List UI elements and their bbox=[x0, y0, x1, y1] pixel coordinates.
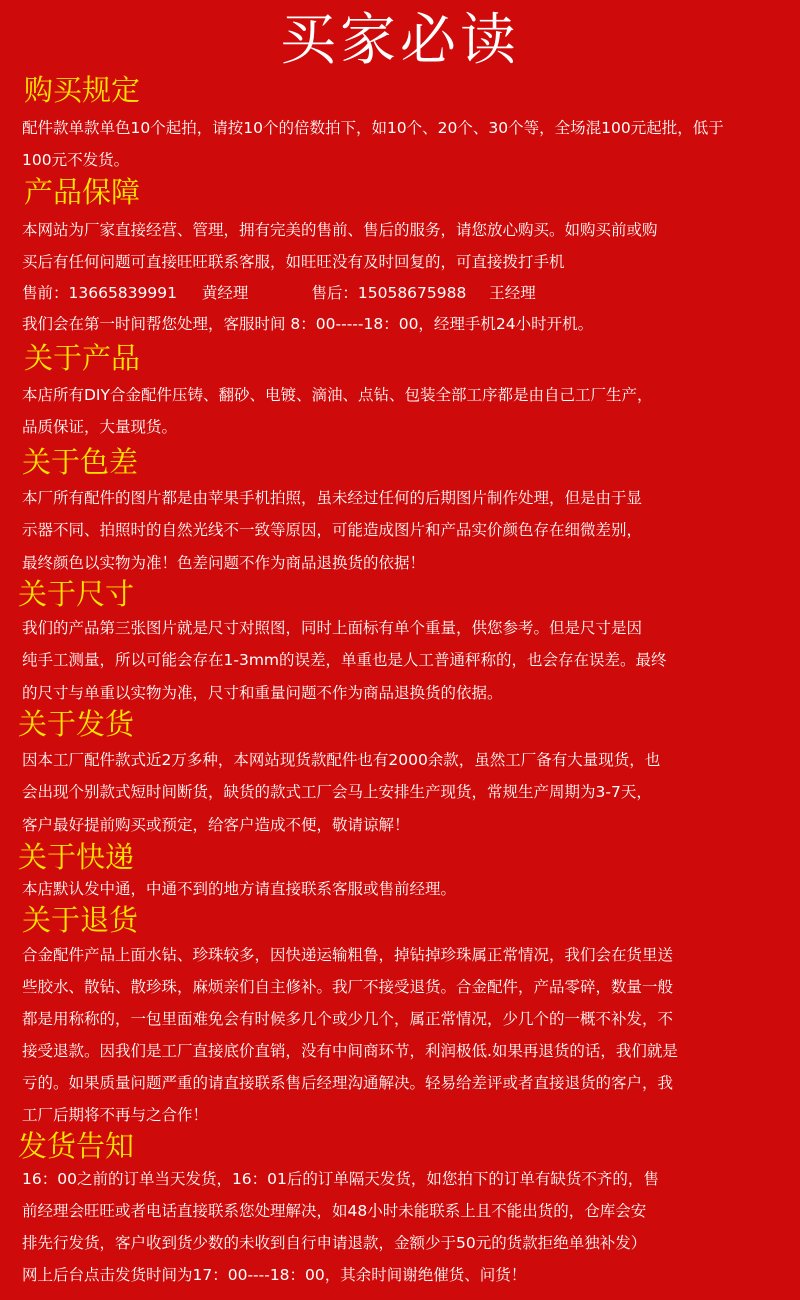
returns-line: 些胶水、散钻、散珍珠，麻烦亲们自主修补。我厂不接受退货。合金配件，产品零碎，数量一般 bbox=[22, 978, 674, 996]
aftersale-manager-name: 王经理 bbox=[489, 284, 536, 302]
color-line: 本厂所有配件的图片都是由苹果手机拍照，虽未经过任何的后期图片制作处理，但是由于显 bbox=[22, 489, 643, 507]
notice-line: 前经理会旺旺或者电话直接联系您处理解决，如48小时未能联系上且不能出货的，仓库会安 bbox=[22, 1202, 647, 1220]
size-line: 的尺寸与单重以实物为准，尺寸和重量问题不作为商品退换货的依据。 bbox=[22, 684, 503, 702]
section-heading-shipping: 关于发货 bbox=[18, 707, 135, 741]
section-heading-about-products: 关于产品 bbox=[24, 341, 141, 375]
service-hours-line: 我们会在第一时间帮您处理，客服时间 8：00-----18：00，经理手机24小时开机。 bbox=[22, 315, 594, 333]
returns-line: 合金配件产品上面水钻、珍珠较多，因快递运输粗鲁，掉钻掉珍珠属正常情况，我们会在货里送 bbox=[22, 946, 674, 964]
color-line: 最终颜色以实物为准！色差问题不作为商品退换货的依据！ bbox=[22, 554, 426, 572]
purchase-rules-line: 100元不发货。 bbox=[22, 151, 130, 169]
aftersale-contact: 售后：15058675988 bbox=[311, 284, 467, 302]
contact-line bbox=[22, 282, 792, 304]
section-heading-returns: 关于退货 bbox=[22, 903, 139, 937]
section-heading-purchase-rules: 购买规定 bbox=[24, 73, 141, 107]
page-title: 买家必读 bbox=[280, 8, 520, 73]
section-heading-product-guarantee: 产品保障 bbox=[24, 175, 141, 209]
size-line: 纯手工测量，所以可能会存在1-3mm的误差，单重也是人工普通秤称的，也会存在误差。最终 bbox=[22, 651, 667, 669]
guarantee-line: 买后有任何问题可直接旺旺联系客服，如旺旺没有及时回复的，可直接拨打手机 bbox=[22, 253, 565, 271]
notice-line: 网上后台点击发货时间为17：00----18：00，其余时间谢绝催货、问货！ bbox=[22, 1266, 527, 1284]
color-line: 示器不同、拍照时的自然光线不一致等原因，可能造成图片和产品实价颜色存在细微差别， bbox=[22, 521, 643, 539]
notice-line: 排先行发货，客户收到货少数的未收到自行申请退款，金额少于50元的货款拒绝单独补发） bbox=[22, 1234, 647, 1252]
returns-line: 工厂后期将不再与之合作！ bbox=[22, 1106, 209, 1124]
presale-manager-name: 黄经理 bbox=[201, 284, 249, 302]
courier-line: 本店默认发中通，中通不到的地方请直接联系客服或售前经理。 bbox=[22, 880, 457, 898]
section-heading-color-difference: 关于色差 bbox=[22, 445, 139, 479]
purchase-rules-line: 配件款单款单色10个起拍，请按10个的倍数拍下，如10个、20个、30个等，全场混100元起批，低于 bbox=[22, 119, 724, 137]
presale-contact: 售前：13665839991 bbox=[22, 284, 177, 302]
products-line: 品质保证，大量现货。 bbox=[22, 418, 178, 436]
shipping-line: 客户最好提前购买或预定，给客户造成不便，敬请谅解！ bbox=[22, 816, 410, 834]
products-line: 本店所有DIY合金配件压铸、翻砂、电镀、滴油、点钻、包装全部工序都是由自己工厂生产， bbox=[22, 386, 653, 404]
shipping-line: 因本工厂配件款式近2万多种，本网站现货款配件也有2000余款，虽然工厂备有大量现货，也 bbox=[22, 751, 661, 769]
section-heading-size: 关于尺寸 bbox=[18, 577, 135, 611]
guarantee-line: 本网站为厂家直接经营、管理，拥有完美的售前、售后的服务，请您放心购买。如购买前或购 bbox=[22, 221, 658, 239]
returns-line: 都是用称称的，一包里面难免会有时候多几个或少几个，属正常情况，少几个的一概不补发，不 bbox=[22, 1010, 674, 1028]
returns-line: 接受退款。因我们是工厂直接底价直销，没有中间商环节，利润极低.如果再退货的话，我们就是 bbox=[22, 1042, 678, 1060]
shipping-line: 会出现个别款式短时间断货，缺货的款式工厂会马上安排生产现货，常规生产周期为3-7天， bbox=[22, 783, 652, 801]
section-heading-shipping-notice: 发货告知 bbox=[18, 1129, 135, 1163]
returns-line: 亏的。如果质量问题严重的请直接联系售后经理沟通解决。轻易给差评或者直接退货的客户，我 bbox=[22, 1074, 674, 1092]
size-line: 我们的产品第三张图片就是尺寸对照图，同时上面标有单个重量，供您参考。但是尺寸是因 bbox=[22, 619, 643, 637]
notice-line: 16：00之前的订单当天发货，16：01后的订单隔天发货，如您拍下的订单有缺货不齐的，售 bbox=[22, 1170, 659, 1188]
section-heading-courier: 关于快递 bbox=[18, 840, 135, 874]
